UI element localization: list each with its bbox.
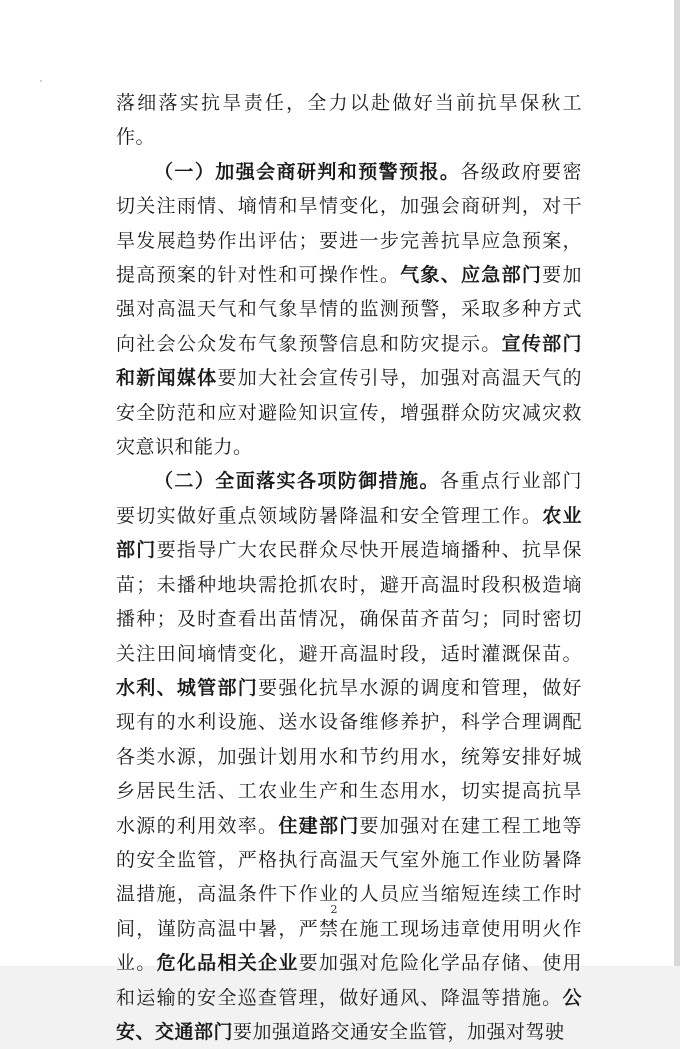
paragraph-text: 要加强对高温天气和气象旱情的监测预警，采取多种方式向社会公众发布气象预警信息和防灾提示。 — [116, 264, 582, 355]
paragraph-defense-measures — [116, 464, 582, 1049]
paragraph-forecast-warning — [116, 155, 582, 465]
department-label: 住建部门 — [278, 814, 360, 837]
department-label: 公安、交通部门 — [116, 986, 582, 1043]
paragraph-text: 要加强道路交通安全监管，加强对驾驶 — [233, 1020, 565, 1043]
section-heading: （一）加强会商研判和预警预报。 — [154, 160, 461, 183]
paragraph-text: 要指导广大农民群众尽快开展造墒播种、抗旱保苗；未播种地块需抢抓农时，避开高温时段积极造墒播种；及时查看出苗情况，确保苗齐苗匀；同时密切关注田间墒情变化，避开高温时段，适时灌溉保苗。 — [116, 539, 582, 665]
paragraph-intro — [116, 86, 582, 155]
department-label: 农业部门 — [116, 504, 582, 562]
paragraph-text: 各级政府要密切关注雨情、墒情和旱情变化，加强会商研判，对干旱发展趋势作出评估；要进一步完善抗旱应急预案，提高预案的针对性和可操作性。 — [116, 160, 582, 287]
paragraph-text: 要加强对危险化学品存储、使用和运输的安全巡查管理，做好通风、降温等措施。 — [116, 952, 582, 1009]
department-label: 宣传部门和新闻媒体 — [116, 332, 582, 390]
section-heading: （二）全面落实各项防御措施。 — [154, 470, 440, 493]
department-label: 水利、城管部门 — [116, 676, 259, 699]
department-label: 危化品相关企业 — [156, 952, 299, 975]
page-number: 2 — [330, 903, 338, 916]
scan-mark — [40, 80, 42, 82]
paragraph-text: 落细落实抗旱责任，全力以赴做好当前抗旱保秋工作。 — [116, 92, 582, 149]
department-label: 气象、应急部门 — [400, 264, 543, 287]
paragraph-text: 要强化抗旱水源的调度和管理，做好现有的水利设施、送水设备维修养护，科学合理调配各类水源，加强计划用水和节约用水，统筹安排好城乡居民生活、工农业生产和生态用水，切实提高抗旱水源的利用效率。 — [116, 676, 582, 837]
paragraph-text: 要加强对在建工程工地等的安全监管，严格执行高温天气室外施工作业防暑降温措施，高温条件下作业的人员应当缩短连续工作时间，谨防高温中暑，严禁在施工现场违章使用明火作业。 — [116, 814, 582, 975]
paragraph-text: 各重点行业部门要切实做好重点领域防暑降温和安全管理工作。 — [116, 470, 582, 527]
paragraph-text: 要加大社会宣传引导，加强对高温天气的安全防范和应对避险知识宣传，增强群众防灾减灾救灾意识和能力。 — [116, 367, 582, 459]
